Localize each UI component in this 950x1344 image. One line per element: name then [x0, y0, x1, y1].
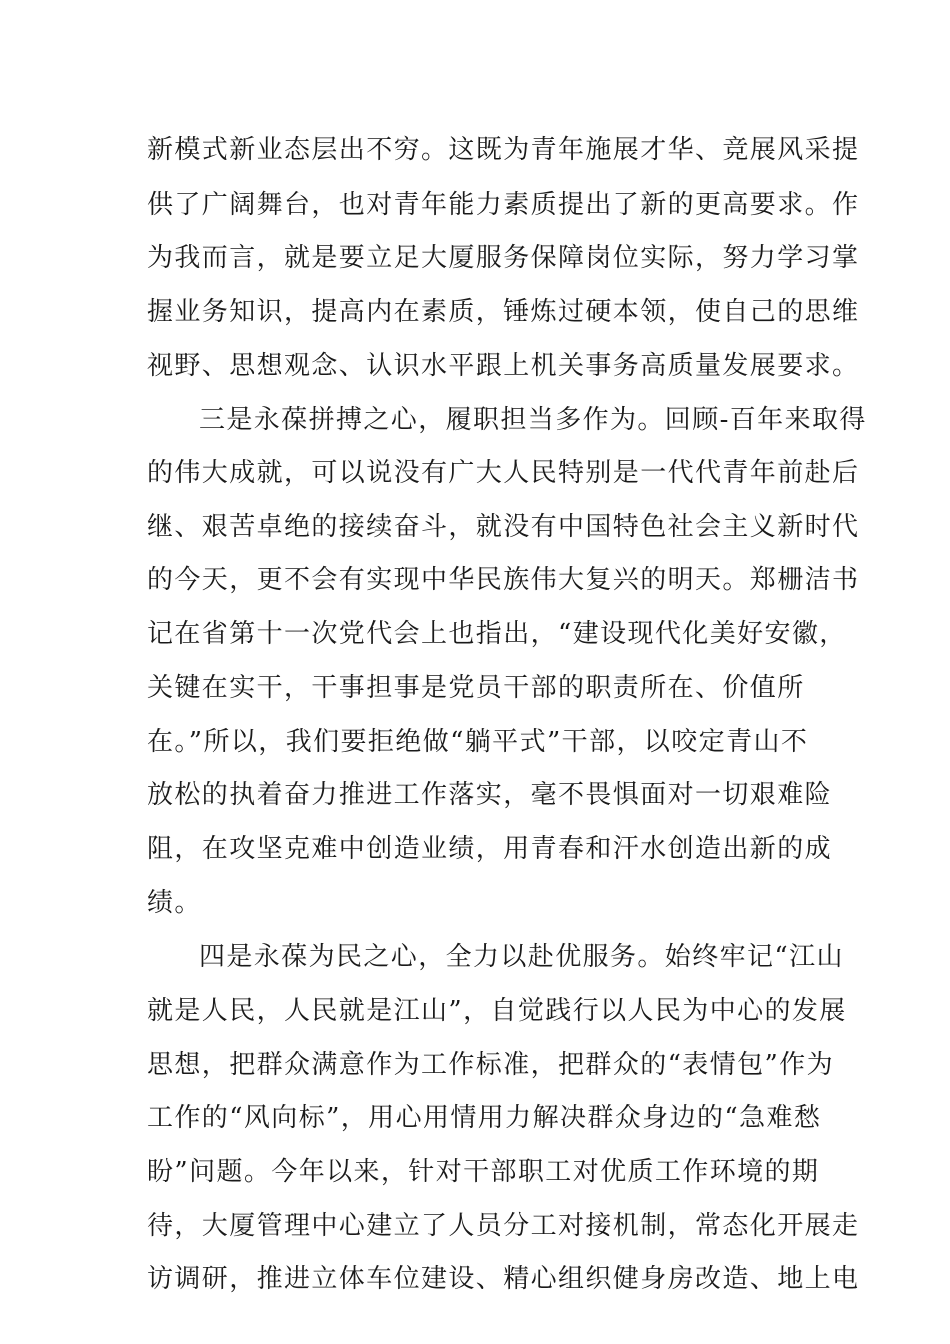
text-line-1: 新模式新业态层出不穷。这既为青年施展才华、竞展风采提 [147, 135, 860, 165]
paragraph-3-start: 三是永葆拼搏之心，履职担当多作为。回顾-百年来取得 [199, 405, 867, 435]
text-line-15: 绩。 [147, 888, 202, 918]
text-line-3: 为我而言，就是要立足大厦服务保障岗位实际，努力学习掌 [147, 243, 860, 273]
text-line-13: 放松的执着奋力推进工作落实，毫不畏惧面对一切艰难险 [147, 780, 833, 810]
text-line-11: 关键在实干，干事担事是党员干部的职责所在、价值所 [147, 673, 805, 703]
text-line-4: 握业务知识，提高内在素质，锤炼过硬本领，使自己的思维 [147, 297, 860, 327]
text-line-10: 记在省第十一次党代会上也指出，“建设现代化美好安徽， [147, 619, 847, 649]
text-line-17: 就是人民，人民就是江山”，自觉践行以人民为中心的发展 [147, 996, 847, 1026]
text-line-5: 视野、思想观念、认识水平跟上机关事务高质量发展要求。 [147, 351, 860, 381]
text-line-2: 供了广阔舞台，也对青年能力素质提出了新的更高要求。作 [147, 190, 860, 220]
text-line-21: 待，大厦管理中心建立了人员分工对接机制，常态化开展走 [147, 1211, 860, 1241]
text-line-20: 盼”问题。今年以来，针对干部职工对优质工作环境的期 [147, 1157, 820, 1187]
text-line-8: 继、艰苦卓绝的接续奋斗，就没有中国特色社会主义新时代 [147, 512, 860, 542]
text-line-19: 工作的“风向标”，用心用情用力解决群众身边的“急难愁 [147, 1103, 822, 1133]
text-line-7: 的伟大成就，可以说没有广大人民特别是一代代青年前赴后 [147, 458, 860, 488]
text-line-9: 的今天，更不会有实现中华民族伟大复兴的明天。郑栅洁书 [147, 565, 860, 595]
text-line-18: 思想，把群众满意作为工作标准，把群众的“表情包”作为 [147, 1050, 834, 1080]
text-line-12: 在。”所以，我们要拒绝做“躺平式”干部，以咬定青山不 [147, 727, 809, 757]
text-line-14: 阻，在攻坚克难中创造业绩，用青春和汗水创造出新的成 [147, 834, 833, 864]
paragraph-4-start: 四是永葆为民之心，全力以赴优服务。始终牢记“江山 [199, 942, 844, 972]
text-line-22: 访调研，推进立体车位建设、精心组织健身房改造、地上电 [147, 1264, 860, 1294]
